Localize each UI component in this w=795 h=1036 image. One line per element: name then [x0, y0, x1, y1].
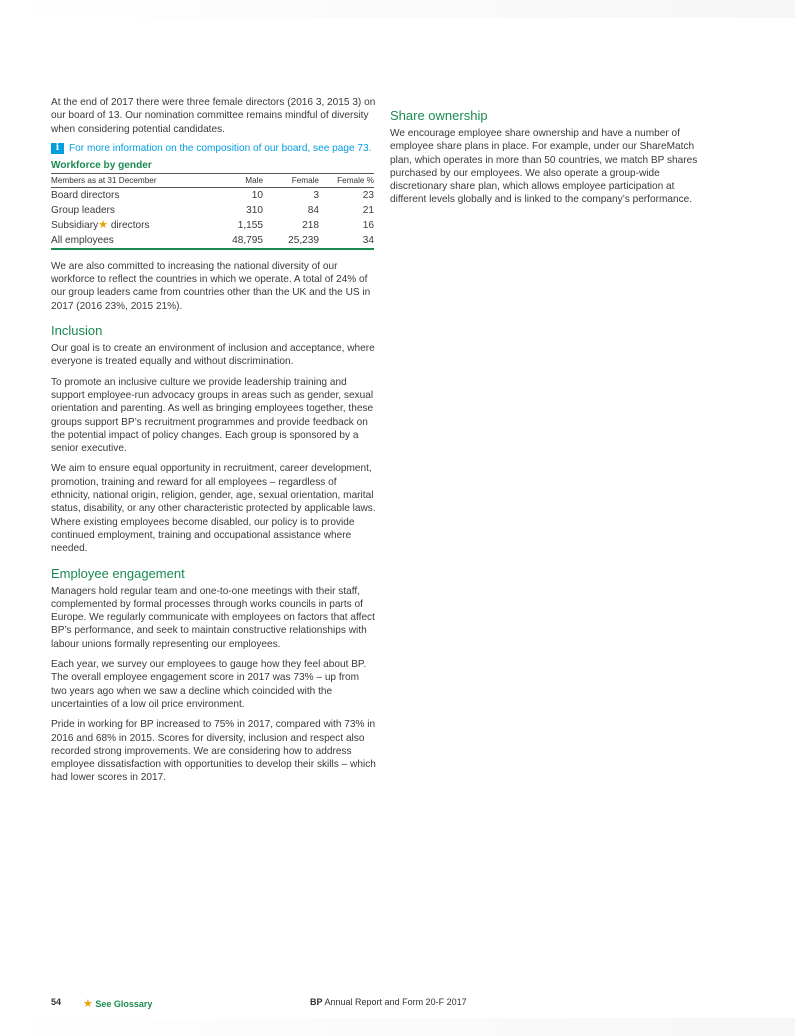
- inclusion-paragraph: To promote an inclusive culture we provide leadership training and support employee-run advocacy groups in areas such as gender, sexual orientation and parenting. As well as bringing employees together, these groups support BP’s recruitment programmes and provide feedback on the potential impact of policy changes. Each group is sponsored by a senior executive.: [51, 376, 374, 455]
- left-column: [51, 96, 376, 792]
- row-female-pct: 23: [362, 189, 374, 201]
- row-female: 25,239: [288, 234, 319, 246]
- workforce-table: [51, 173, 374, 250]
- row-female: 3: [313, 189, 319, 201]
- table-header-row: [51, 173, 374, 187]
- diversity-paragraph: We are also committed to increasing the national diversity of our workforce to reflect the countries in which we operate. A total of 24% of our group leaders came from countries other than the UK and the US in 2017 (2016 23%, 2015 21%).: [51, 260, 371, 312]
- table-row: [51, 218, 374, 233]
- bottom-band: [0, 1018, 795, 1036]
- share-ownership-heading: Share ownership: [390, 108, 488, 123]
- engagement-paragraph: Each year, we survey our employees to gauge how they feel about BP. The overall employee engagement score in 2017 was 73% – up from two years ago when we saw a decline which coincided with the uncertainties of a low oil price environment.: [51, 659, 367, 710]
- page-number: 54: [51, 997, 62, 1007]
- inclusion-heading: Inclusion: [51, 323, 103, 339]
- engagement-heading: Employee engagement: [51, 565, 185, 581]
- table-row: [51, 233, 374, 249]
- row-female-pct: 21: [362, 204, 374, 216]
- row-male: 1,155: [237, 219, 263, 231]
- table-title: Workforce by gender: [51, 159, 152, 171]
- row-female: 84: [307, 204, 319, 216]
- top-band: [0, 0, 795, 18]
- row-female-pct: 16: [362, 219, 374, 231]
- row-label-text: Subsidiary: [51, 219, 99, 231]
- report-title-text: Annual Report and Form 20-F 2017: [322, 997, 467, 1007]
- glossary-star-icon[interactable]: ★: [98, 218, 109, 231]
- row-label: [51, 218, 201, 233]
- intro-paragraph: At the end of 2017 there were three female directors (2016 3, 2015 3) on our board of 13. Our nomination committee remains mindful of diversity when considering potential candidates.: [51, 97, 376, 135]
- board-composition-link[interactable]: For more information on the composition of our board, see page 73.: [69, 142, 372, 154]
- inclusion-paragraph: We aim to ensure equal opportunity in recruitment, career development, promotion, training and reward for all employees – regardless of ethnicity, national origin, religion, gender, age, sexual orientation, marital status, disability, or any other characteristic protected by applicable laws. Where existing employees become disabled, our policy is to provide continued employment, training and occupational assistance where needed.: [51, 463, 376, 555]
- brand-name: BP: [310, 997, 323, 1007]
- row-label: Group leaders: [51, 204, 115, 216]
- engagement-paragraph: Managers hold regular team and one-to-one meetings with their staff, complemented by formal processes through works councils in parts of Europe. We regularly communicate with employees on factors that affect BP’s performance, and seek to maintain constructive relationships with labour unions formally representing our employees.: [51, 585, 375, 650]
- header-female: Female: [291, 175, 319, 185]
- report-title: [310, 997, 467, 1007]
- inclusion-paragraph: Our goal is to create an environment of inclusion and acceptance, where everyone is treated equally and without discrimination.: [51, 343, 375, 368]
- row-male: 310: [246, 204, 263, 216]
- row-label: Board directors: [51, 189, 120, 201]
- page-footer: [51, 997, 711, 1011]
- table-row: [51, 203, 374, 218]
- info-icon: i: [51, 143, 64, 154]
- glossary-star-icon: ★: [83, 998, 93, 1010]
- header-female-pct: Female %: [337, 175, 374, 185]
- header-male: Male: [245, 175, 263, 185]
- see-glossary-link[interactable]: [83, 997, 152, 1010]
- glossary-text: See Glossary: [92, 999, 153, 1009]
- row-female: 218: [302, 219, 319, 231]
- row-male: 48,795: [232, 234, 263, 246]
- right-column: [390, 96, 708, 214]
- table-row: [51, 187, 374, 203]
- info-link-row[interactable]: [51, 143, 376, 154]
- row-label: All employees: [51, 234, 114, 246]
- header-members: Members as at 31 December: [51, 175, 157, 185]
- share-ownership-paragraph: We encourage employee share ownership and have a number of employee share plans in place. For example, under our ShareMatch plan, which operates in more than 50 countries, we match BP shares purchased by our employees. We also operate a group-wide discretionary share plan, which allows employee participation at different levels globally and is linked to the company’s performance.: [390, 128, 698, 206]
- engagement-paragraph: Pride in working for BP increased to 75% in 2017, compared with 73% in 2016 and 68% in 2015. Scores for diversity, inclusion and respect also recorded strong improvements. We are considering how to address employee dissatisfaction with opportunities to develop their skills – which had lower scores in 2017.: [51, 719, 376, 784]
- row-female-pct: 34: [362, 234, 374, 246]
- row-label-suffix: directors: [108, 219, 150, 231]
- row-male: 10: [251, 189, 263, 201]
